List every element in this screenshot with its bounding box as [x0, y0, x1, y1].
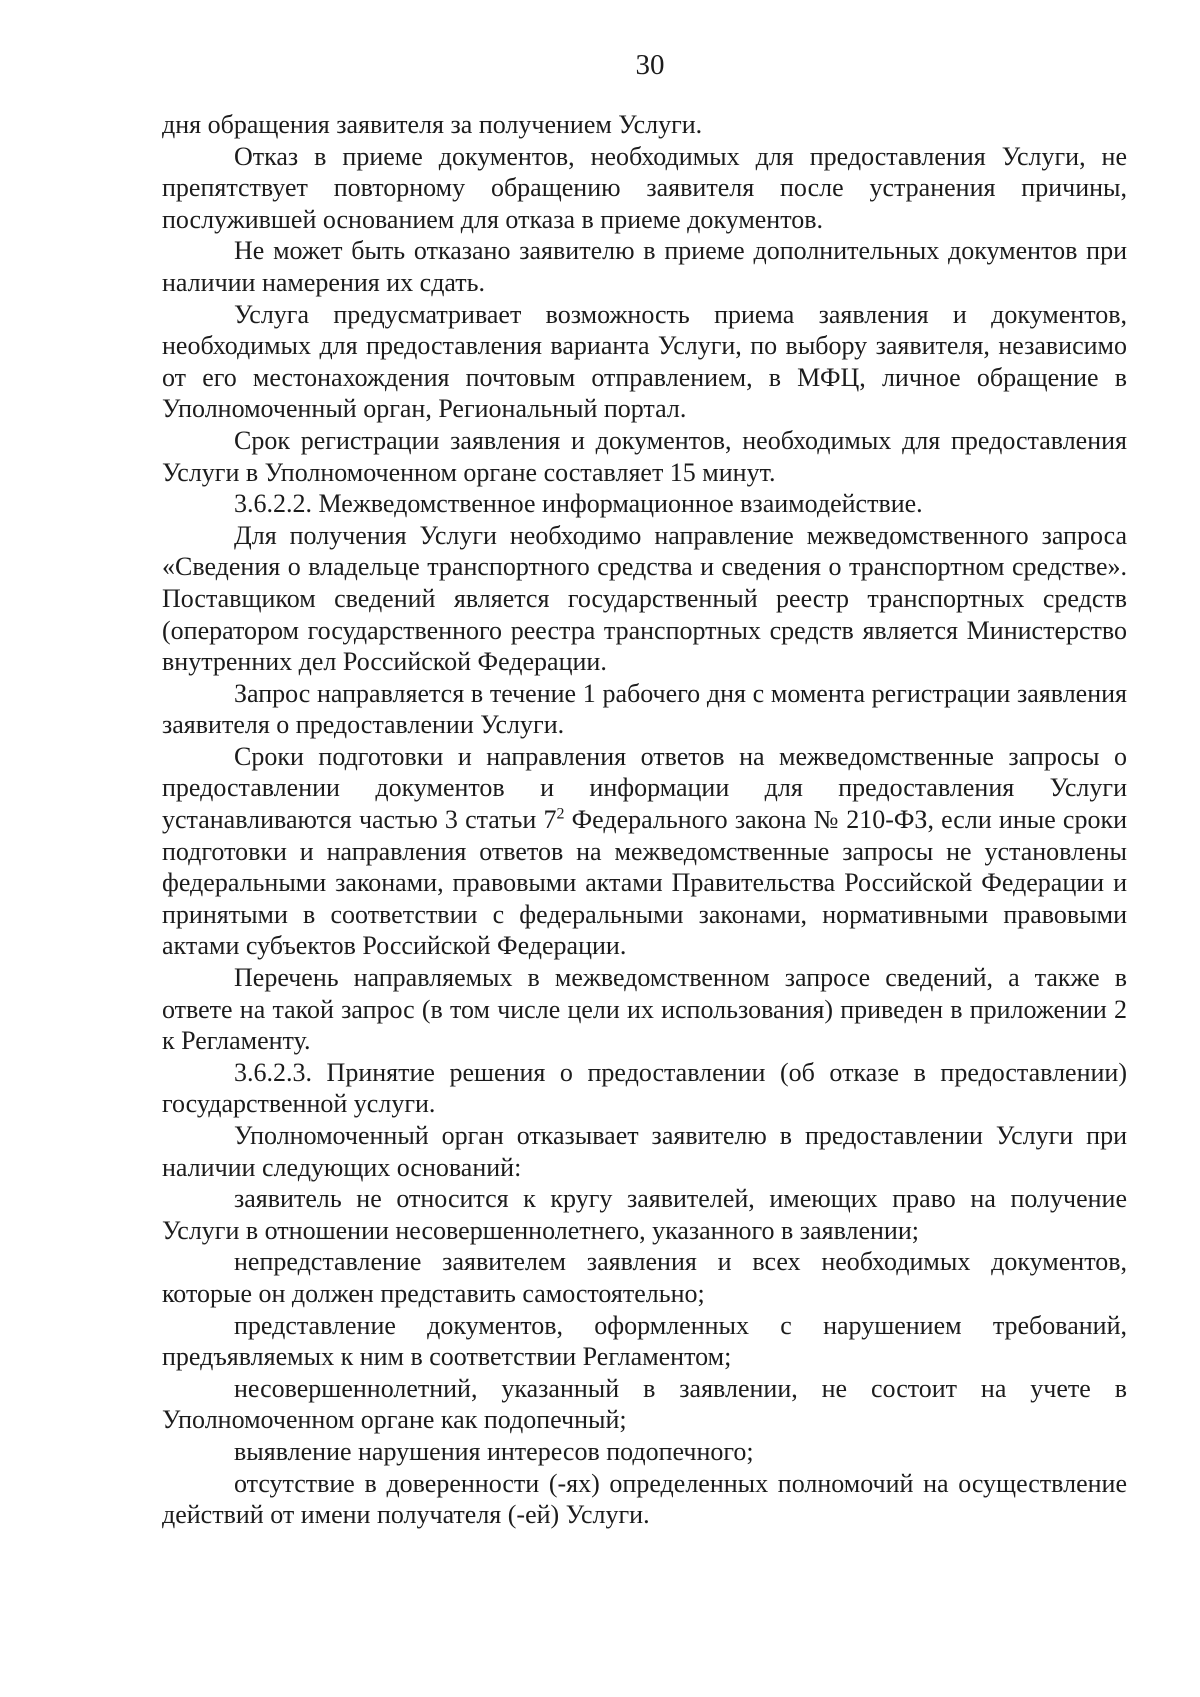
paragraph: дня обращения заявителя за получением Услуги. [162, 110, 703, 139]
paragraph-text: Сроки подготовки и направления ответов на межведомственные запросы о предоставлении документов и информации для предоставления Услуги устанавливаются частью 3 статьи 7 [162, 741, 1127, 835]
refusal-ground-item: непредставление заявителем заявления и всех необходимых документов, которые он должен представить самостоятельно; [162, 1247, 1127, 1308]
paragraph-with-superscript [162, 741, 1127, 962]
document-body [162, 109, 1127, 1531]
refusal-ground-item: представление документов, оформленных с нарушением требований, предъявляемых к ним в соответствии Регламентом; [162, 1310, 1127, 1372]
paragraph: Срок регистрации заявления и документов, необходимых для предоставления Услуги в Уполномоченном органе составляет 15 минут. [162, 425, 1127, 487]
paragraph: Не может быть отказано заявителю в приеме дополнительных документов при наличии намерения их сдать. [162, 236, 1127, 297]
section-heading: 3.6.2.2. Межведомственное информационное взаимодействие. [234, 489, 923, 519]
paragraph: Для получения Услуги необходимо направление межведомственного запроса «Сведения о владельце транспортного средства и сведения о транспортном средстве». Поставщиком сведений является государственный реестр транспортных средств (оператором государственного реестра транспортных средств является Министерство внутренних дел Российской Федерации. [162, 520, 1127, 677]
paragraph-text: Федерального закона № 210-ФЗ, если иные сроки подготовки и направления ответов на межведомственные запросы не установлены федеральными законами, правовыми актами Правительства Российской Федерации и принятыми в соответствии с федеральными законами, нормативными правовыми актами субъектов Российской Федерации. [162, 805, 1127, 961]
refusal-ground-item: несовершеннолетний, указанный в заявлении, не состоит на учете в Уполномоченном органе как подопечный; [162, 1373, 1127, 1435]
paragraph: Услуга предусматривает возможность приема заявления и документов, необходимых для предоставления варианта Услуги, по выбору заявителя, независимо от его местонахождения почтовым отправлением, в МФЦ, личное обращение в Уполномоченный орган, Региональный портал. [162, 299, 1127, 424]
refusal-ground-item: заявитель не относится к кругу заявителей, имеющих право на получение Услуги в отношении несовершеннолетнего, указанного в заявлении; [162, 1184, 1127, 1245]
paragraph: Перечень направляемых в межведомственном запросе сведений, а также в ответе на такой запрос (в том числе цели их использования) приведен в приложении 2 к Регламенту. [162, 963, 1127, 1056]
paragraph: Отказ в приеме документов, необходимых для предоставления Услуги, не препятствует повторному обращению заявителя после устранения причины, послужившей основанием для отказа в приеме документов. [162, 141, 1127, 234]
paragraph: Запрос направляется в течение 1 рабочего дня с момента регистрации заявления заявителя о предоставлении Услуги. [162, 678, 1127, 740]
refusal-ground-item: выявление нарушения интересов подопечного; [234, 1436, 754, 1466]
refusal-ground-item: отсутствие в доверенности (-ях) определенных полномочий на осуществление действий от имени получателя (-ей) Услуги. [162, 1468, 1127, 1530]
section-heading: 3.6.2.3. Принятие решения о предоставлении (об отказе в предоставлении) государственной услуги. [162, 1057, 1127, 1119]
page-number: 30 [635, 49, 665, 81]
paragraph: Уполномоченный орган отказывает заявителю в предоставлении Услуги при наличии следующих оснований: [162, 1121, 1127, 1182]
superscript: 2 [556, 805, 565, 823]
